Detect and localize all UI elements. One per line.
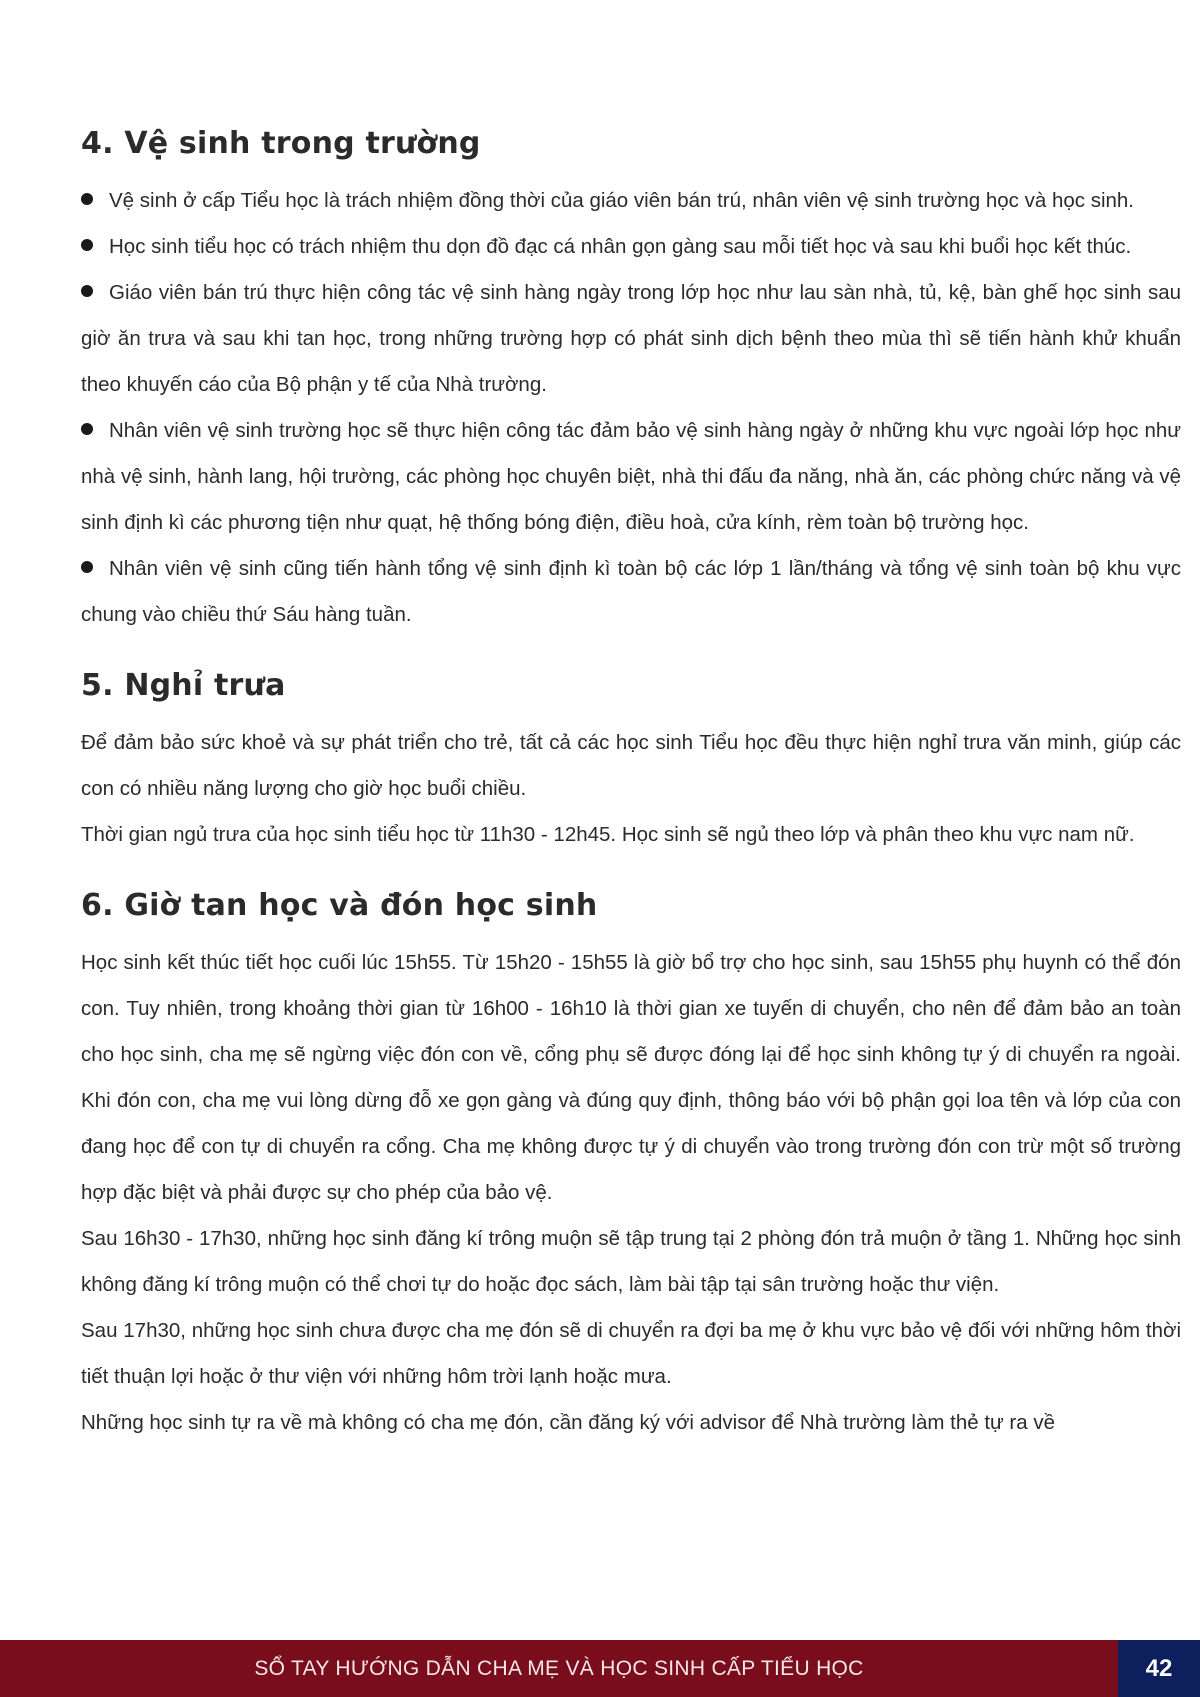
section-nap-time bbox=[81, 660, 1181, 858]
bullet-item bbox=[81, 270, 1181, 408]
page-footer bbox=[0, 1640, 1200, 1697]
section-title: 4. Vệ sinh trong trường bbox=[81, 126, 481, 161]
bullet-item bbox=[81, 224, 1181, 270]
bullet-icon bbox=[81, 285, 93, 297]
page-number: 42 bbox=[1118, 1640, 1200, 1697]
bullet-icon bbox=[81, 561, 93, 573]
footer-title: SỔ TAY HƯỚNG DẪN CHA MẸ VÀ HỌC SINH CẤP TIỂU HỌC bbox=[254, 1657, 864, 1680]
paragraph: Sau 17h30, những học sinh chưa được cha mẹ đón sẽ di chuyển ra đợi ba mẹ ở khu vực bảo vệ đối với những hôm thời tiết thuận lợi hoặc ở thư viện với những hôm trời lạnh hoặc mưa. bbox=[81, 1319, 1181, 1388]
bullet-icon bbox=[81, 239, 93, 251]
section-title: 6. Giờ tan học và đón học sinh bbox=[81, 888, 598, 923]
page-content bbox=[81, 118, 1181, 1446]
section-hygiene bbox=[81, 118, 1181, 638]
section-title: 5. Nghỉ trưa bbox=[81, 668, 286, 703]
paragraph: Thời gian ngủ trưa của học sinh tiểu học từ 11h30 - 12h45. Học sinh sẽ ngủ theo lớp và phân theo khu vực nam nữ. bbox=[81, 823, 1135, 846]
section-dismissal bbox=[81, 880, 1181, 1446]
bullet-item bbox=[81, 408, 1181, 546]
bullet-item bbox=[81, 546, 1181, 638]
bullet-text: Nhân viên vệ sinh trường học sẽ thực hiện công tác đảm bảo vệ sinh hàng ngày ở những khu vực ngoài lớp học như nhà vệ sinh, hành lang, hội trường, các phòng học chuyên biệt, nhà thi đấu đa năng, nhà ăn, các phòng chức năng và vệ sinh định kì các phương tiện như quạt, hệ thống bóng điện, điều hoà, cửa kính, rèm toàn bộ trường học. bbox=[81, 419, 1181, 534]
bullet-text: Vệ sinh ở cấp Tiểu học là trách nhiệm đồng thời của giáo viên bán trú, nhân viên vệ sinh trường học và học sinh. bbox=[109, 189, 1134, 212]
paragraph: Học sinh kết thúc tiết học cuối lúc 15h55. Từ 15h20 - 15h55 là giờ bổ trợ cho học sinh, sau 15h55 phụ huynh có thể đón con. Tuy nhiên, trong khoảng thời gian từ 16h00 - 16h10 là thời gian xe tuyến di chuyển, cho nên để đảm bảo an toàn cho học sinh, cha mẹ sẽ ngừng việc đón con về, cổng phụ sẽ được đóng lại để học sinh không tự ý di chuyển ra ngoài. Khi đón con, cha mẹ vui lòng dừng đỗ xe gọn gàng và đúng quy định, thông báo với bộ phận gọi loa tên và lớp của con đang học để con tự di chuyển ra cổng. Cha mẹ không được tự ý di chuyển vào trong trường đón con trừ một số trường hợp đặc biệt và phải được sự cho phép của bảo vệ. bbox=[81, 951, 1181, 1204]
paragraph: Sau 16h30 - 17h30, những học sinh đăng kí trông muộn sẽ tập trung tại 2 phòng đón trả muộn ở tầng 1. Những học sinh không đăng kí trông muộn có thể chơi tự do hoặc đọc sách, làm bài tập tại sân trường hoặc thư viện. bbox=[81, 1227, 1181, 1296]
bullet-text: Giáo viên bán trú thực hiện công tác vệ sinh hàng ngày trong lớp học như lau sàn nhà, tủ, kệ, bàn ghế học sinh sau giờ ăn trưa và sau khi tan học, trong những trường hợp có phát sinh dịch bệnh theo mùa thì sẽ tiến hành khử khuẩn theo khuyến cáo của Bộ phận y tế của Nhà trường. bbox=[81, 281, 1181, 396]
bullet-icon bbox=[81, 423, 93, 435]
paragraph: Để đảm bảo sức khoẻ và sự phát triển cho trẻ, tất cả các học sinh Tiểu học đều thực hiện nghỉ trưa văn minh, giúp các con có nhiều năng lượng cho giờ học buổi chiều. bbox=[81, 731, 1181, 800]
bullet-text: Nhân viên vệ sinh cũng tiến hành tổng vệ sinh định kì toàn bộ các lớp 1 lần/tháng và tổng vệ sinh toàn bộ khu vực chung vào chiều thứ Sáu hàng tuần. bbox=[81, 557, 1181, 626]
bullet-item bbox=[81, 178, 1181, 224]
bullet-text: Học sinh tiểu học có trách nhiệm thu dọn đồ đạc cá nhân gọn gàng sau mỗi tiết học và sau khi buổi học kết thúc. bbox=[109, 235, 1132, 258]
paragraph: Những học sinh tự ra về mà không có cha mẹ đón, cần đăng ký với advisor để Nhà trường làm thẻ tự ra về bbox=[81, 1411, 1056, 1434]
bullet-icon bbox=[81, 193, 93, 205]
